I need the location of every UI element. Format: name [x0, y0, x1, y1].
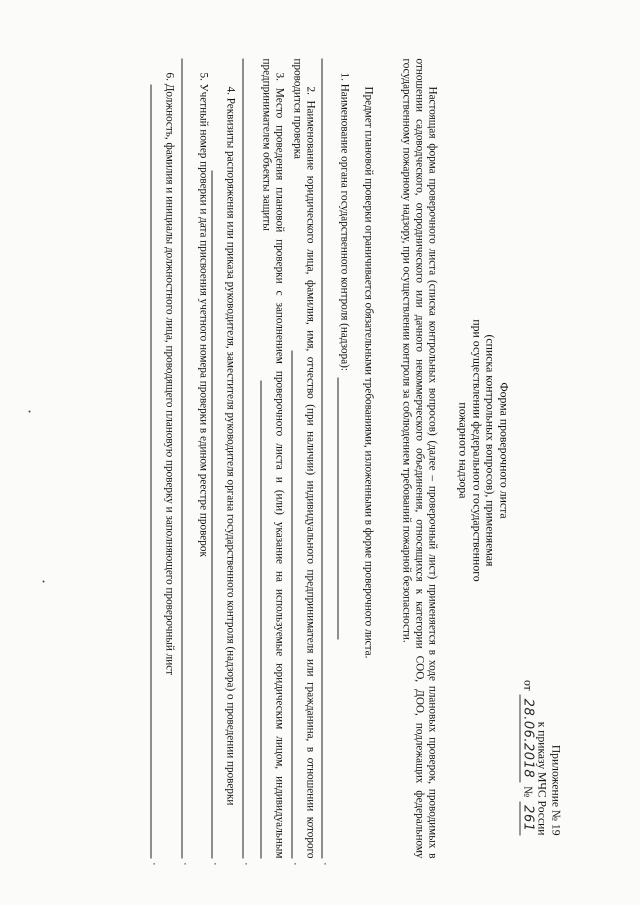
field-1-rule	[321, 58, 322, 858]
field-6-fill-line	[150, 84, 151, 858]
title-line-3: при осуществлении федерального государственного	[470, 318, 484, 582]
intro-paragraph: Настоящая форма проверочного листа (списка контрольных вопросов) (далее – проверочный лист) применяется в ходе плановых проверок, проводимых в отношении садоводческого, огороднического или дачного некоммерческого объединения, относящихся к категории СОО, ДОО, подлежащих федеральному государственному пожарному надзору, при осуществлении контроля за соблюдением требований пожарной безопасности.	[400, 58, 438, 858]
title-line-4: пожарного надзора	[456, 401, 471, 499]
handwritten-date: 28.06.2018	[520, 694, 535, 781]
field-1	[337, 58, 350, 858]
subject-paragraph: Предмет плановой проверки ограничивается обязательными требованиями, изложенными в форме проверочного листа.	[362, 86, 374, 658]
field-5: 5. Учетный номер проверки и дата присвоения учетного номера проверки в едином реестре проверок	[197, 72, 209, 557]
field-4-end-dot: .	[211, 862, 223, 865]
title-line-2: (списка контрольных вопросов), применяемая	[483, 334, 498, 566]
appendix-header	[520, 605, 563, 835]
field-6-end-dot: .	[150, 862, 162, 865]
scan-speck	[42, 580, 44, 582]
field-4-fill-line	[211, 170, 212, 858]
field-3-fill-line	[260, 380, 261, 858]
field-1-fill-line	[337, 377, 349, 639]
field-5-rule	[181, 58, 182, 858]
field-2-fill-line	[291, 350, 292, 858]
scan-speck	[28, 410, 30, 412]
field-2: 2. Наименование юридического лица, фамилия, имя, отчество (при наличии) индивидуального предпринимателя или гражданина, в отношении которого проводится проверка	[291, 58, 316, 858]
order-date-row	[520, 605, 535, 835]
field-4: 4. Реквизиты распоряжения или приказа руководителя, заместителя руководителя органа государственного контроля (надзора) о проведении проверки	[224, 86, 236, 805]
field-6: 6. Должность, фамилия и инициалы должностного лица, проводящего плановую проверку и заполняющего проверочный лист	[163, 72, 175, 675]
field-3: 3. Место проведения плановой проверки с заполнением проверочного листа и (или) указание на используемые юридическим лицом, индивидуальным предпринимателем объекты защиты	[260, 58, 285, 858]
handwritten-number: 261	[520, 801, 535, 835]
appendix-number: Приложение № 19	[549, 744, 562, 835]
field-2-end-dot: .	[291, 862, 303, 865]
date-prefix: от	[521, 679, 534, 691]
field-3-end-dot: .	[242, 862, 254, 865]
number-prefix: №	[521, 785, 534, 797]
field-5-end-dot: .	[181, 862, 193, 865]
order-reference: к приказу МЧС России	[535, 721, 549, 835]
field-1-end-dot: .	[321, 862, 333, 865]
title-line-1: Форма проверочного листа	[497, 381, 511, 519]
field-1-label: 1. Наименование органа государственного контроля (надзора):	[338, 72, 350, 371]
form-title	[456, 240, 510, 660]
field-3-rule	[242, 58, 243, 858]
